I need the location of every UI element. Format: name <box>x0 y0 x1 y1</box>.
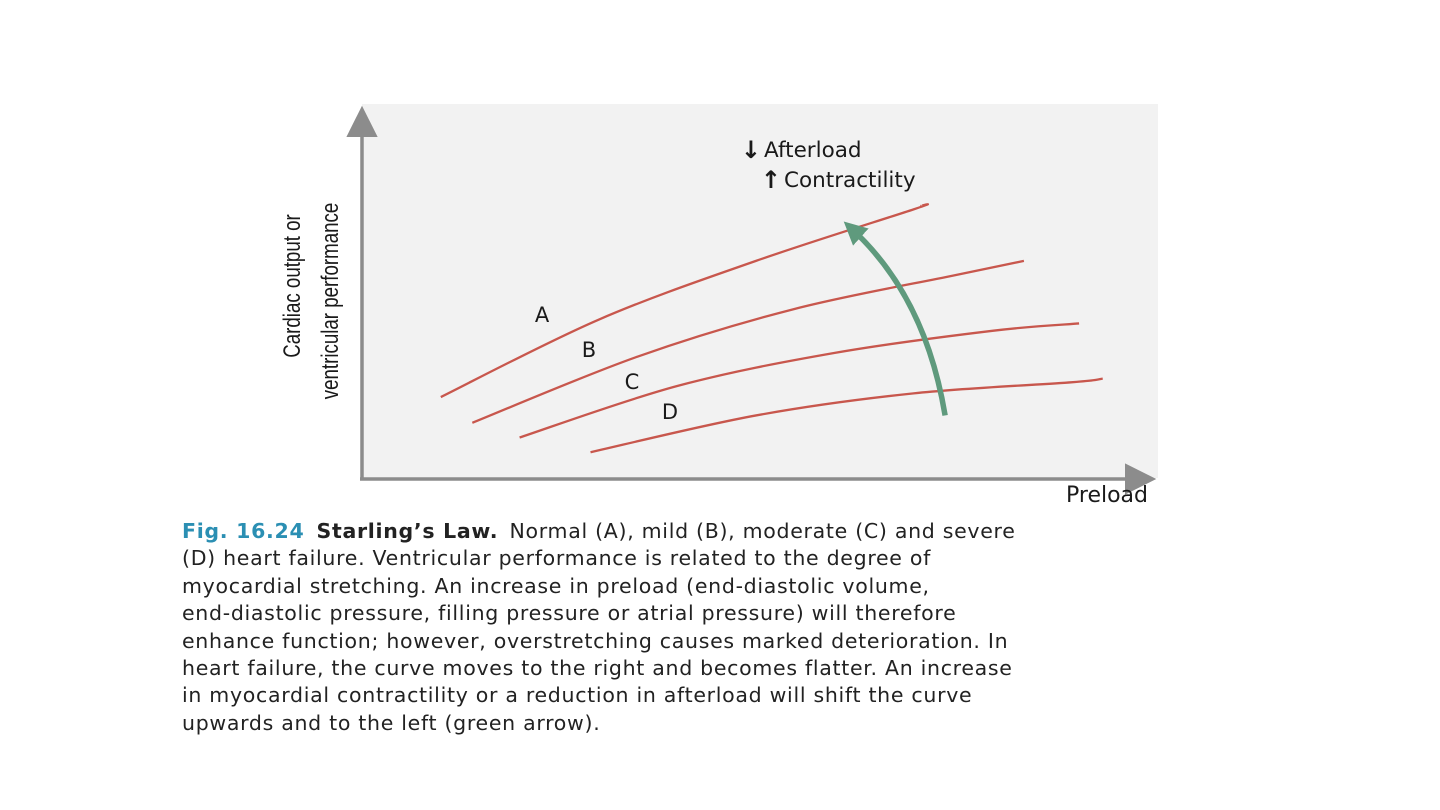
caption-line: Normal (A), mild (B), moderate (C) and severe <box>509 519 1016 543</box>
figure-title: Starling’s Law. <box>316 519 499 543</box>
y-axis-label-line-2: ventricular performance <box>316 202 344 400</box>
annotation-afterload: Afterload <box>764 138 862 163</box>
figure-caption <box>182 518 1262 737</box>
caption-line: heart failure, the curve moves to the right and becomes flatter. An increase <box>182 656 1013 681</box>
arrow-up-icon: ↑ <box>760 166 781 194</box>
y-axis-label-line-1: Cardiac output or <box>278 214 306 358</box>
caption-line: in myocardial contractility or a reduction in afterload will shift the curve <box>182 683 973 708</box>
curve-label-d: D <box>661 400 679 424</box>
curve-label-b: B <box>581 338 597 362</box>
annotation-contractility: Contractility <box>784 168 916 193</box>
caption-line: myocardial stretching. An increase in preload (end-diastolic volume, <box>182 573 930 598</box>
curve-label-c: C <box>624 370 640 394</box>
figure-number: Fig. 16.24 <box>182 519 305 543</box>
caption-line-first <box>182 518 1262 545</box>
caption-line: enhance function; however, overstretching causes marked deterioration. In <box>182 628 1009 653</box>
caption-line: end-diastolic pressure, filling pressure or atrial pressure) will therefore <box>182 601 957 626</box>
curve-label-a: A <box>534 303 550 327</box>
arrow-down-icon: ↓ <box>740 136 761 164</box>
caption-line: upwards and to the left (green arrow). <box>182 710 601 735</box>
caption-line: (D) heart failure. Ventricular performance is related to the degree of <box>182 546 931 571</box>
x-axis-label: Preload <box>1066 483 1148 508</box>
